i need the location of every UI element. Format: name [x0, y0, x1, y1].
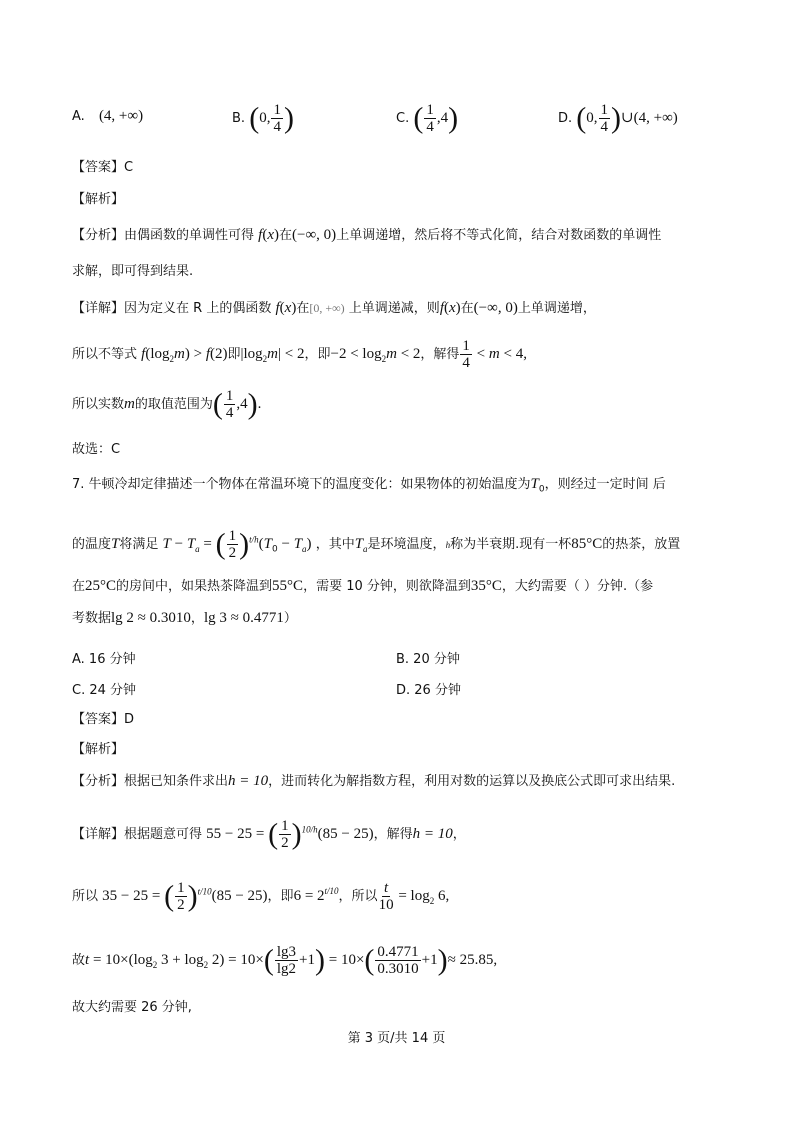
- q7-detail-line-1: 【详解】根据题意可得 55 − 25 = ( $\frac{1}{2}$ )$^{10/h}$(85 − 25)，解得h = 10，: [72, 817, 466, 851]
- temp-55: 55°C: [272, 578, 304, 594]
- answer-tag: 【答案】: [72, 160, 125, 175]
- text: ，: [452, 827, 466, 842]
- text: 因为定义在 R 上的偶函数: [124, 301, 272, 316]
- q6-detail-line-3: 所以实数m的取值范围为( $\frac{1}{4}$ ,4).: [72, 387, 262, 421]
- text: 考数据: [72, 611, 112, 626]
- text: 上单调递减，则: [348, 301, 440, 316]
- analysis-tag: 【解析】: [72, 192, 125, 207]
- text: ，即: [304, 347, 331, 362]
- option-label: D.: [558, 111, 573, 126]
- ref-lg2: lg 2 ≈ 0.3010: [111, 610, 191, 626]
- option-label: B.: [232, 111, 246, 126]
- temp-85: 85°C: [571, 536, 603, 552]
- q6-detail-line-1: 【详解】因为定义在 R 上的偶函数 f(x)在[0, +∞) 上单调递减，则f(x)在(−∞, 0)上单调递增，: [72, 300, 596, 316]
- text: ，解得: [373, 827, 413, 842]
- text: ，即: [267, 889, 294, 904]
- text: ，: [190, 611, 204, 626]
- text: 的取值范围为: [134, 397, 213, 412]
- option-label: C.: [396, 111, 410, 126]
- text: 在: [72, 579, 86, 594]
- q6-fenxi-line-1: 【分析】由偶函数的单调性可得 f(x)在(−∞, 0)上单调递增，然后将不等式化简，结合对数函数的单调性: [72, 227, 662, 243]
- q7-stem-line-2: 的温度T将满足 $T - T_a$ = ( $\frac{1}{2}$ )$^{t/h}(T_0 - T_a)$ ，其中$T_a$是环境温度，h称为半衰期.现有一杯85°C的热茶，放置: [72, 527, 681, 561]
- text: ，则经过一定时间 后: [544, 477, 666, 492]
- q6-fenxi-line-2: [72, 262, 193, 282]
- q7-detail-line-3: 故$t = 10\times(\log_2$ $3 + \log_2 2) = 10\times$( $\frac{\lg 3}{\lg 2}$ +1) = 10×( $\frac{0.4771}{0.3010}$ +1)≈ 25.85,: [72, 943, 498, 977]
- text: ，所以: [338, 889, 378, 904]
- text: 上单调递增，: [517, 301, 596, 316]
- text: 的温度: [72, 537, 112, 552]
- text: 在: [460, 301, 474, 316]
- q7-stem-line-4: [72, 608, 297, 629]
- q7-option-d: [396, 679, 461, 698]
- option-label: A.: [72, 109, 85, 124]
- text: 在: [296, 301, 310, 316]
- q7-stem-line-1: 7. 牛顿冷却定律描述一个物体在常温环境下的温度变化：如果物体的初始温度为$T_0$，则经过一定时间 后: [72, 476, 666, 495]
- text: 即: [227, 347, 241, 362]
- detail-tag: 【详解】: [72, 827, 125, 842]
- text: ，解得: [420, 347, 460, 362]
- option-label: A. 16 分钟: [72, 652, 136, 667]
- text: ）: [283, 611, 297, 626]
- q6-choose: [72, 440, 120, 460]
- detail-tag: 【详解】: [72, 301, 125, 316]
- option-label: D. 26 分钟: [396, 683, 461, 698]
- text: 所以: [72, 889, 99, 904]
- text: ，大约需要（ ）分钟.（参: [501, 579, 654, 594]
- analysis-tag: 【解析】: [72, 742, 125, 757]
- option-label: C. 24 分钟: [72, 683, 137, 698]
- q7-detail-line-2: 所以 35 − 25 = ( $\frac{1}{2}$ )$^{t/10}$(85 − 25)，即$6 = 2^{t/10}$，所以 $\frac{t}{10}$ = $\log_2 6$,: [72, 879, 450, 913]
- text: ，需要 10 分钟，则欲降温到: [303, 579, 471, 594]
- answer-tag: 【答案】: [72, 712, 125, 727]
- text: 将满足: [119, 537, 159, 552]
- q6-option-a: A. (4, +∞): [72, 108, 144, 124]
- page-footer: [0, 1027, 793, 1046]
- q7-fenxi: [72, 771, 675, 792]
- text: 的房间中，如果热茶降温到: [116, 579, 273, 594]
- q7-option-b: [396, 648, 460, 667]
- answer-value: D: [124, 712, 135, 727]
- page-number: 第 3 页/共 14 页: [347, 1031, 446, 1046]
- q6-option-d: D. (0, $\frac{1}{4}$ )∪(4, +∞): [558, 101, 678, 135]
- text: 由偶函数的单调性可得: [124, 228, 255, 243]
- q6-analysis-heading: [72, 190, 124, 210]
- text: 是环境温度，: [367, 537, 446, 552]
- q7-answer: [72, 710, 134, 730]
- answer-value: C: [124, 160, 134, 175]
- result: ≈ 25.85: [447, 952, 494, 968]
- text: 故大约需要 26 分钟,: [72, 1000, 192, 1015]
- text: 的热茶，放置: [602, 537, 681, 552]
- text: 故选：C: [72, 442, 121, 457]
- q6-detail-line-2: 所以不等式 $f(\log_2m) > f(2)$即$|\log_2m| < 2$，即$-2 < \log_2m < 2$，解得 $\frac{1}{4}$ < m < 4,: [72, 338, 527, 371]
- q7-option-c: [72, 679, 136, 698]
- q7-analysis-heading: [72, 740, 124, 760]
- q6-option-b: B. (0, $\frac{1}{4}$ ): [232, 101, 294, 135]
- text: 所以实数: [72, 397, 125, 412]
- ref-lg3: lg 3 ≈ 0.4771: [203, 610, 284, 626]
- text: 7. 牛顿冷却定律描述一个物体在常温环境下的温度变化：如果物体的初始温度为: [72, 477, 531, 492]
- q7-stem-line-3: [72, 576, 653, 597]
- fenxi-tag: 【分析】: [72, 774, 125, 789]
- q6-option-c: C. ( $\frac{1}{4}$ ,4): [396, 101, 459, 135]
- q7-conclusion: [72, 998, 192, 1018]
- temp-25: 25°C: [85, 578, 117, 594]
- text: 上单调递增，然后将不等式化简，结合对数函数的单调性: [336, 228, 662, 243]
- text: ，其中: [315, 537, 355, 552]
- math: h = 10: [412, 826, 453, 842]
- text: 称为半衰期.现有一杯: [450, 537, 572, 552]
- text: 故: [72, 953, 86, 968]
- text: 根据题意可得: [124, 827, 203, 842]
- text: 求解，即可得到结果.: [72, 264, 194, 279]
- option-label: B. 20 分钟: [396, 652, 460, 667]
- text: ，进而转化为解指数方程，利用对数的运算以及换底公式即可求出结果.: [268, 774, 676, 789]
- q7-option-a: [72, 648, 136, 667]
- math: h = 10: [228, 773, 269, 789]
- fenxi-tag: 【分析】: [72, 228, 125, 243]
- text: 在: [279, 228, 293, 243]
- q6-answer: [72, 158, 133, 178]
- text: 所以不等式: [72, 347, 138, 362]
- text: 根据已知条件求出: [124, 774, 229, 789]
- temp-35: 35°C: [470, 578, 502, 594]
